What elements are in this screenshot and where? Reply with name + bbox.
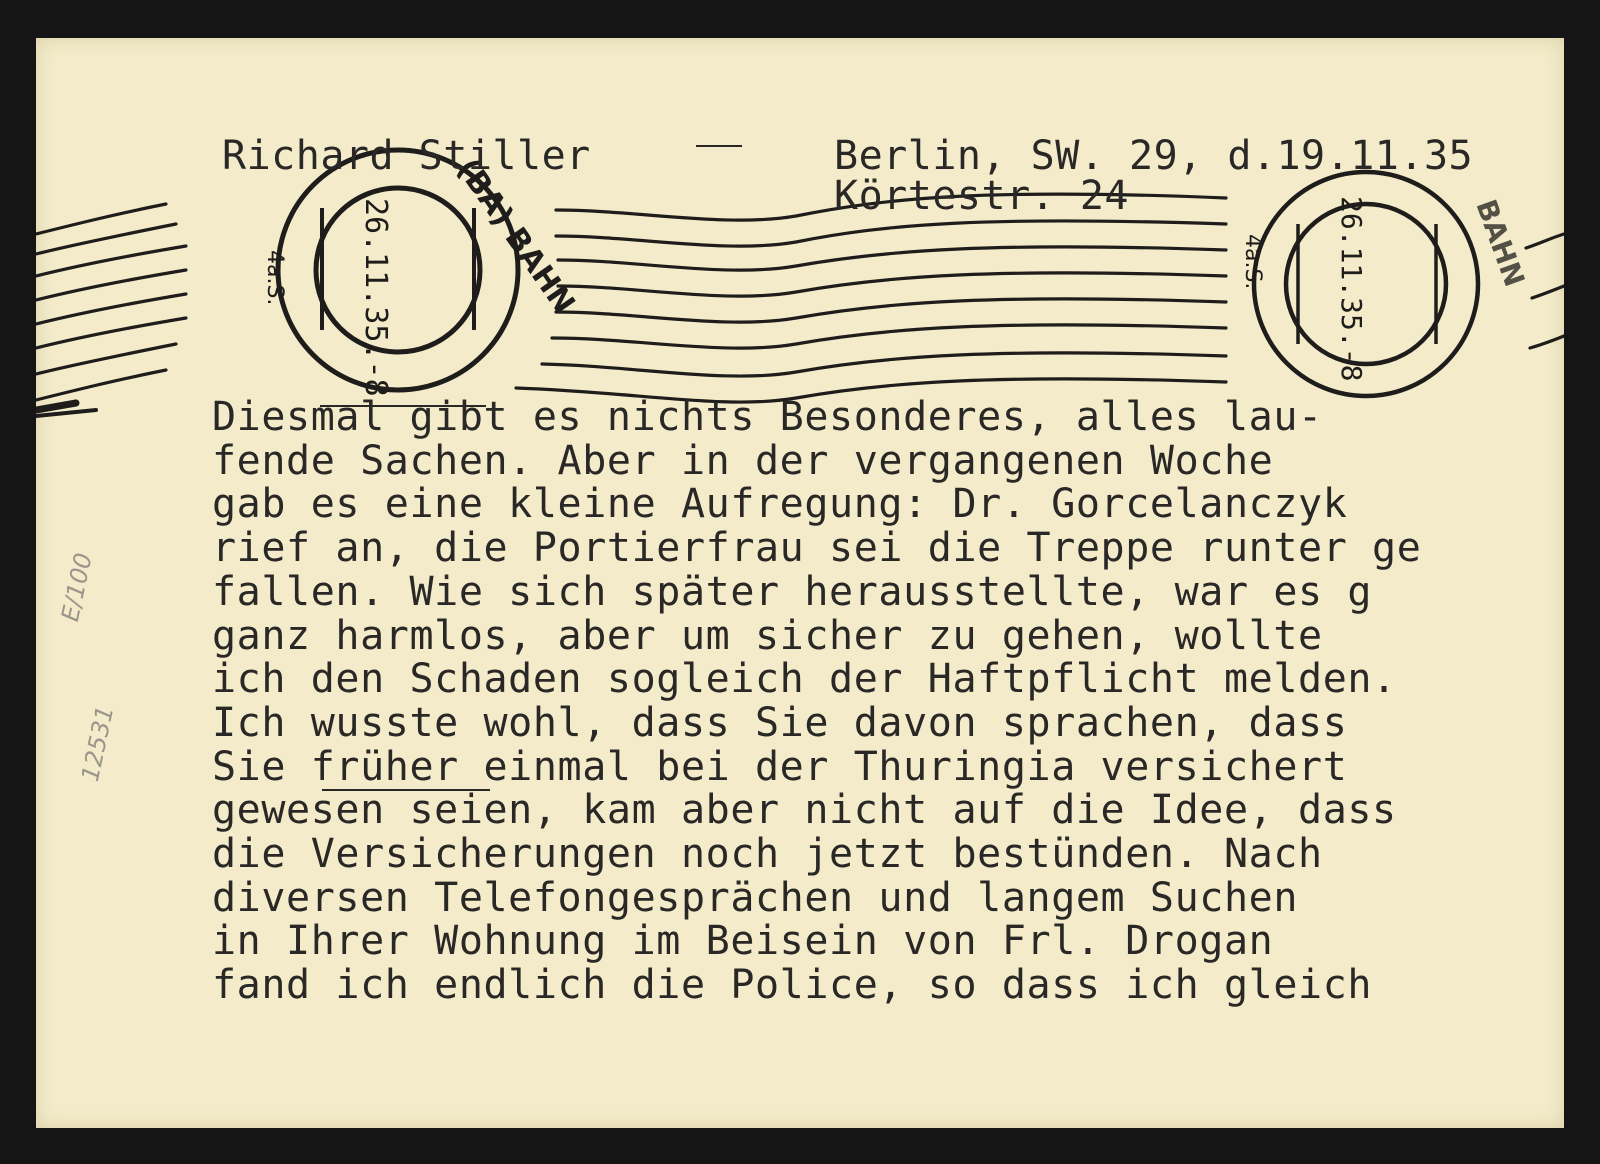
postmark-left-time: 4a.S. [262, 250, 287, 306]
postmark-left-arc-text: (BA) BAHN [449, 152, 582, 321]
postmark-right-outer-ring [1254, 172, 1478, 396]
message-line: Ich wusste wohl, dass Sie davon sprachen, dass [212, 699, 1348, 746]
wavy-cancel-lines [36, 194, 1564, 416]
sender-street: Körtestr. 24 [834, 173, 1129, 219]
postmark-right-date: 26.11.35.-8 [1335, 196, 1368, 382]
message-line: gewesen seien, kam aber nicht auf die Idee, dass [212, 787, 1397, 834]
message-line: gab es eine kleine Aufregung: Dr. Gorcelanczyk [212, 481, 1348, 528]
postcard [36, 38, 1564, 1128]
place-and-date: Berlin, SW. 29, d.19.11.35 [834, 133, 1474, 179]
sender-name: Richard Stiller [222, 133, 591, 179]
postmark-left-date: 26.11.35.-8 [358, 198, 393, 397]
message-line: rief an, die Portierfrau sei die Treppe runter ge [212, 525, 1422, 572]
message-line: fende Sachen. Aber in der vergangenen Woche [212, 437, 1274, 484]
message-line: fallen. Wie sich später herausstellte, war es g [212, 568, 1373, 615]
postmark-left-inner-ring [316, 188, 480, 352]
pencil-note-number: 12531 [76, 703, 120, 784]
postmark-right [1240, 172, 1531, 396]
message-line: diversen Telefongesprächen und langem Suchen [212, 874, 1299, 921]
postmark-right-arc-text: BAHN [1469, 195, 1532, 291]
message-line: Sie früher einmal bei der Thuringia versichert [212, 743, 1348, 790]
message-body [212, 396, 1421, 1008]
postmark-right-time: 4a.S. [1240, 234, 1265, 290]
postmark-left [262, 150, 582, 397]
postmark-right-inner-ring [1286, 204, 1446, 364]
message-line: ich den Schaden sogleich der Haftpflicht melden. [212, 656, 1397, 703]
message-line: Diesmal gibt es nichts Besonderes, alles lau- [212, 394, 1323, 440]
pencil-note-price: E/100 [56, 550, 98, 624]
postmark-left-outer-ring [278, 150, 518, 390]
message-line: fand ich endlich die Police, so dass ich gleich [212, 962, 1373, 1009]
message-line: die Versicherungen noch jetzt bestünden. Nach [212, 831, 1323, 878]
message-line: ganz harmlos, aber um sicher zu gehen, wollte [212, 612, 1323, 659]
message-line: in Ihrer Wohnung im Beisein von Frl. Drogan [212, 918, 1274, 965]
